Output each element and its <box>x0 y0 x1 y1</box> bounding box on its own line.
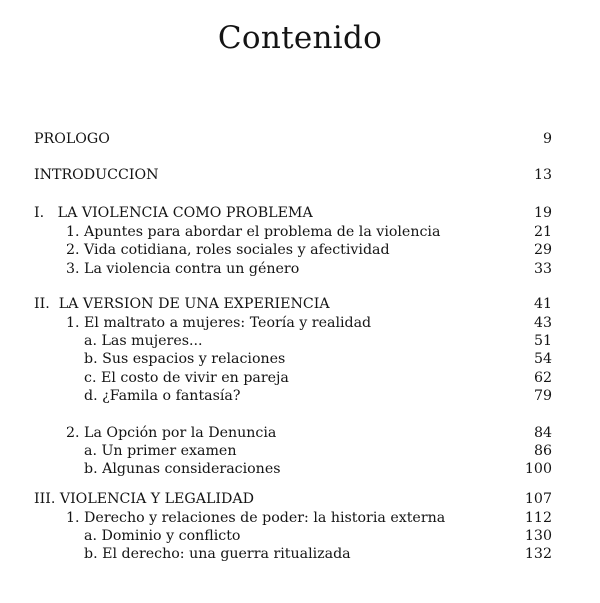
toc-entry-section[interactable] <box>0 441 600 461</box>
toc-entry-label: III. VIOLENCIA Y LEGALIDAD <box>34 491 254 507</box>
toc-entry-label: b. Algunas consideraciones <box>84 461 281 477</box>
toc-entry-page: 43 <box>533 315 552 331</box>
toc-entry-page: 21 <box>533 224 552 240</box>
toc-entry-page: 41 <box>533 296 552 312</box>
toc-entry-section[interactable] <box>0 368 600 388</box>
toc-entry-page: 9 <box>542 131 552 147</box>
toc-entry-chapter[interactable] <box>0 313 600 333</box>
toc-entry-label: INTRODUCCION <box>34 167 159 183</box>
toc-entry-label: 2. La Opción por la Denuncia <box>66 425 277 441</box>
toc-entry-chapter[interactable] <box>0 222 600 242</box>
toc-entry-chapter[interactable] <box>0 423 600 443</box>
toc-entry-part-2[interactable] <box>0 294 600 314</box>
toc-entry-page: 107 <box>524 491 552 507</box>
toc-entry-section[interactable] <box>0 349 600 369</box>
toc-entry-section[interactable] <box>0 331 600 351</box>
toc-entry-label: b. Sus espacios y relaciones <box>84 351 286 367</box>
toc-entry-page: 62 <box>533 370 552 386</box>
toc-entry-chapter[interactable] <box>0 259 600 279</box>
toc-entry-page: 19 <box>533 205 552 221</box>
toc-entry-page: 100 <box>524 461 552 477</box>
toc-entry-label: a. Las mujeres... <box>84 333 203 349</box>
toc-entry-page: 84 <box>533 425 552 441</box>
toc-entry-page: 79 <box>533 388 552 404</box>
toc-entry-label: a. Dominio y conflicto <box>84 528 241 544</box>
page-title: Contenido <box>217 20 383 56</box>
toc-entry-label: 2. Vida cotidiana, roles sociales y afectividad <box>66 242 390 258</box>
toc-entry-label: 3. La violencia contra un género <box>66 261 300 277</box>
toc-entry-label: PROLOGO <box>34 131 110 147</box>
toc-entry-page: 13 <box>533 167 552 183</box>
toc-entry-page: 29 <box>533 242 552 258</box>
toc-entry-label: c. El costo de vivir en pareja <box>84 370 289 386</box>
toc-entry-section[interactable] <box>0 459 600 479</box>
toc-entry-label: 1. El maltrato a mujeres: Teoría y realidad <box>66 315 372 331</box>
toc-entry-prologo[interactable] <box>0 129 600 149</box>
toc-entry-label: a. Un primer examen <box>84 443 237 459</box>
toc-entry-label: b. El derecho: una guerra ritualizada <box>84 546 351 562</box>
toc-entry-label: 1. Apuntes para abordar el problema de la violencia <box>66 224 441 240</box>
toc-entry-section[interactable] <box>0 386 600 406</box>
toc-entry-label: d. ¿Famila o fantasía? <box>84 388 241 404</box>
toc-entry-page: 33 <box>533 261 552 277</box>
toc-entry-label: II. LA VERSION DE UNA EXPERIENCIA <box>34 296 330 312</box>
toc-entry-part-3[interactable] <box>0 489 600 509</box>
toc-entry-page: 112 <box>524 510 552 526</box>
toc-entry-section[interactable] <box>0 526 600 546</box>
toc-entry-section[interactable] <box>0 544 600 564</box>
toc-entry-page: 51 <box>533 333 552 349</box>
toc-entry-chapter[interactable] <box>0 240 600 260</box>
toc-entry-label: 1. Derecho y relaciones de poder: la historia externa <box>66 510 446 526</box>
toc-entry-part-1[interactable] <box>0 203 600 223</box>
toc-entry-page: 132 <box>524 546 552 562</box>
toc-entry-page: 86 <box>533 443 552 459</box>
toc-entry-page: 54 <box>533 351 552 367</box>
toc-entry-label: I. LA VIOLENCIA COMO PROBLEMA <box>34 205 313 221</box>
toc-entry-chapter[interactable] <box>0 508 600 528</box>
toc-entry-introduccion[interactable] <box>0 165 600 185</box>
toc-entry-page: 130 <box>524 528 552 544</box>
